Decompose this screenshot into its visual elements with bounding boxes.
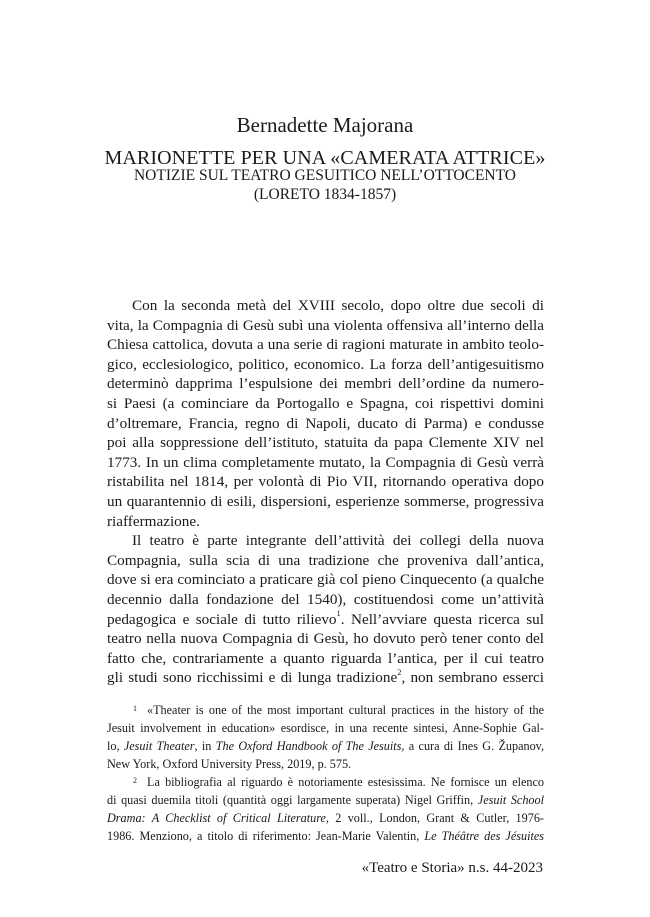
text-line: gico, ecclesiologico, politico, economico. La forza dell’antigesuitismo [107, 355, 544, 373]
footnotes [107, 701, 544, 845]
author-name: Bernadette Majorana [236, 113, 414, 137]
text-line: Il teatro è parte integrante dell’attività dei collegi della nuova [132, 532, 544, 550]
text-line: si Paesi (a cominciare da Portogallo e Spagna, coi rispettivi domini [107, 394, 544, 412]
footnote-line [107, 809, 544, 827]
footnote-line [107, 737, 544, 755]
text-line: teatro nella nuova Compagnia di Gesù, ho dovuto però tener conto del [107, 630, 544, 648]
text-line: d’oltremare, Francia, regno di Napoli, ducato di Parma) e condusse [107, 414, 544, 432]
text-line: 1773. In un clima completamente mutato, la Compagnia di Gesù verrà [107, 453, 544, 471]
text-line: fatto che, contrariamente a quanto riguarda l’antica, per il cui teatro [107, 649, 544, 667]
subtitle-line-1: NOTIZIE SUL TEATRO GESUITICO NELL’OTTOCENTO [133, 167, 516, 184]
text-line: determinò dapprima l’espulsione dei membri dell’ordine da numero- [107, 375, 544, 393]
text-segment: «Theater is one of the most important cultural practices in the history of the [147, 703, 544, 717]
text-line: vita, la Compagnia di Gesù subì una violenta offensiva all’interno della [107, 316, 544, 334]
text-segment: di quasi duemila titoli (quantità oggi largamente superata) Nigel Griffin, [107, 793, 478, 807]
citation-title: Le Théâtre des Jésuites [424, 829, 544, 843]
footnote-2 [107, 773, 544, 845]
footnote-ref-2[interactable]: 2 [397, 667, 402, 678]
text-segment: , in [194, 739, 216, 753]
footnote-line [107, 791, 544, 809]
text-segment: , non sembrano esserci [401, 669, 544, 687]
text-line: dove si era cominciato a praticare già col pieno Cinquecento (a qualche [107, 571, 544, 589]
text-segment: . Nell’avviare questa ricerca sul [340, 610, 544, 628]
text-line: ristabilita nel 1814, per volontà di Pio VII, ritornando operativa dopo [107, 473, 544, 491]
footnote-1 [107, 701, 544, 773]
citation-title: The Oxford Handbook of The Jesuits [215, 739, 402, 753]
citation-title: Drama: A Checklist of Critical Literature [107, 811, 326, 825]
footnote-line [107, 827, 544, 845]
footnote-line [107, 773, 544, 791]
journal-footer: «Teatro e Storia» n.s. 44-2023 [361, 860, 543, 876]
text-segment: lo, [107, 739, 124, 753]
paragraph-2 [107, 531, 544, 688]
text-segment: La bibliografia al riguardo è notoriamente estesissima. Ne fornisce un elenco [147, 775, 544, 789]
citation-title: Jesuit Theater [123, 739, 195, 753]
footnote-number: 1 [133, 704, 137, 713]
text-line: Chiesa cattolica, dovuta a una serie di ragioni maturate in ambito teolo- [107, 336, 544, 354]
text-line: poi alla soppressione dell’istituto, statuita da papa Clemente XIV nel [107, 434, 544, 452]
text-segment: 1986. Menziono, a titolo di riferimento: Jean-Marie Valentin, [107, 829, 425, 843]
text-segment: pedagogica e sociale di tutto rilievo [107, 610, 337, 628]
footnote-ref-1[interactable]: 1 [336, 608, 341, 619]
paragraph-1 [107, 296, 544, 531]
text-line: riaffermazione. [107, 512, 200, 530]
subtitle-line-2: (LORETO 1834-1857) [253, 186, 397, 203]
footnote-line: New York, Oxford University Press, 2019, p. 575. [107, 757, 352, 771]
citation-title: Jesuit School [477, 793, 544, 807]
article-title: MARIONETTE PER UNA «CAMERATA ATTRICE» [104, 147, 546, 169]
text-segment: , 2 voll., London, Grant & Cutler, 1976- [325, 811, 544, 825]
text-line [107, 610, 544, 630]
text-line: Con la seconda metà del XVIII secolo, dopo oltre due secoli di [132, 297, 544, 314]
text-segment: , a cura di Ines G. Županov, [401, 739, 545, 753]
text-line: decennio dalla fondazione del 1540), costituendosi come un’attività [107, 590, 544, 608]
footnote-line: Jesuit involvement in education» esordisce, in una recente sintesi, Anne-Sophie Gal- [107, 721, 544, 735]
article-subtitle [0, 166, 650, 204]
text-line: Compagnia, sulla scia di una tradizione che proveniva dall’antica, [107, 551, 544, 569]
body-text [107, 296, 544, 688]
text-line [107, 668, 544, 688]
footnote-number: 2 [133, 776, 137, 785]
text-line: un quarantennio di esili, dispersioni, esperienze sommerse, progressiva [107, 492, 544, 510]
footnote-line [107, 701, 544, 719]
text-segment: gli studi sono ricchissimi e di lunga tradizione [107, 669, 398, 687]
